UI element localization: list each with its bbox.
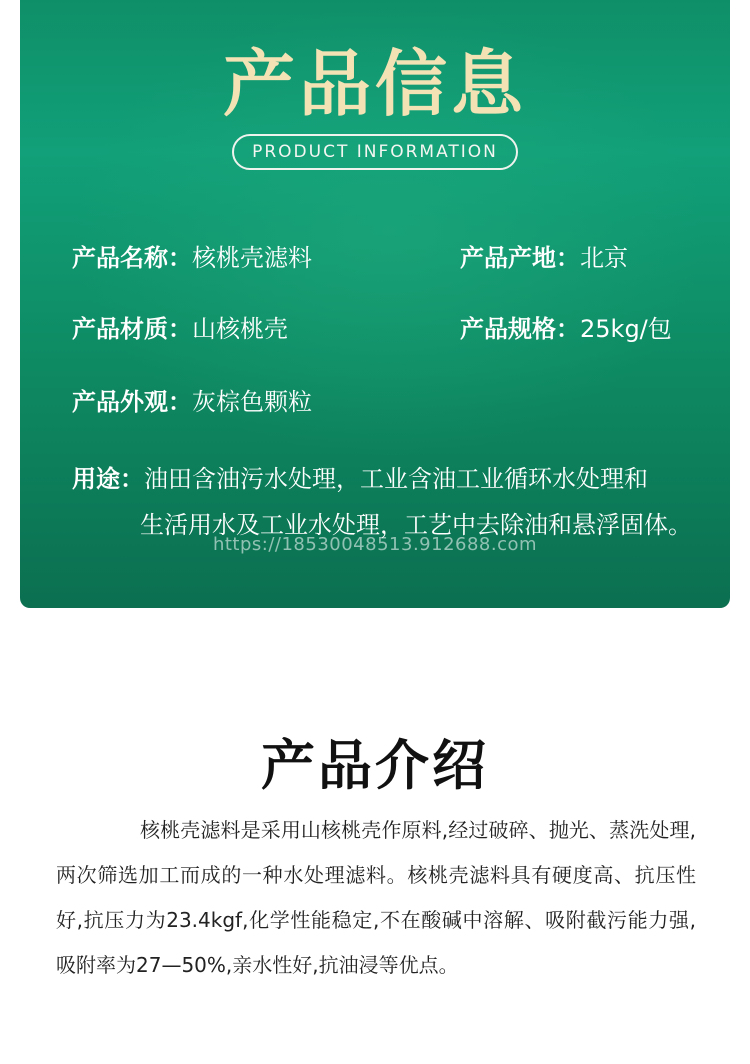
field-label: 产品规格： bbox=[460, 315, 580, 343]
info-subtitle-badge: PRODUCT INFORMATION bbox=[232, 134, 518, 170]
field-label: 产品名称： bbox=[72, 244, 192, 272]
field-product-material bbox=[72, 313, 288, 345]
field-label: 产品材质： bbox=[72, 315, 192, 343]
field-value: 山核桃壳 bbox=[192, 315, 288, 343]
field-product-appearance bbox=[72, 386, 312, 418]
field-product-origin bbox=[460, 242, 628, 274]
watermark-url: https://18530048513.912688.com bbox=[212, 534, 538, 555]
product-info-card bbox=[20, 0, 730, 608]
info-title: 产品信息 bbox=[222, 42, 527, 126]
field-value: 灰棕色颗粒 bbox=[192, 388, 312, 416]
field-label: 产品产地： bbox=[460, 244, 580, 272]
intro-title: 产品介绍 bbox=[261, 733, 489, 797]
usage-label: 用途： bbox=[72, 465, 144, 493]
field-value: 核桃壳滤料 bbox=[192, 244, 312, 272]
field-value: 25kg/包 bbox=[580, 315, 672, 343]
usage-line-1: 油田含油污水处理，工业含油工业循环水处理和 bbox=[144, 465, 648, 493]
field-product-spec bbox=[460, 313, 672, 345]
field-label: 产品外观： bbox=[72, 388, 192, 416]
field-value: 北京 bbox=[580, 244, 628, 272]
field-product-name bbox=[72, 242, 312, 274]
intro-paragraph: 核桃壳滤料是采用山核桃壳作原料,经过破碎、抛光、蒸洗处理,两次筛选加工而成的一种水处理滤料。核桃壳滤料具有硬度高、抗压性好,抗压力为23.4kgf,化学性能稳定,不在酸碱中溶解、吸附截污能力强,吸附率为27—50%,亲水性好,抗油浸等优点。 bbox=[56, 818, 696, 977]
usage-line-2: 生活用水及工业水处理，工艺中去除油和悬浮固体。 bbox=[140, 511, 692, 539]
